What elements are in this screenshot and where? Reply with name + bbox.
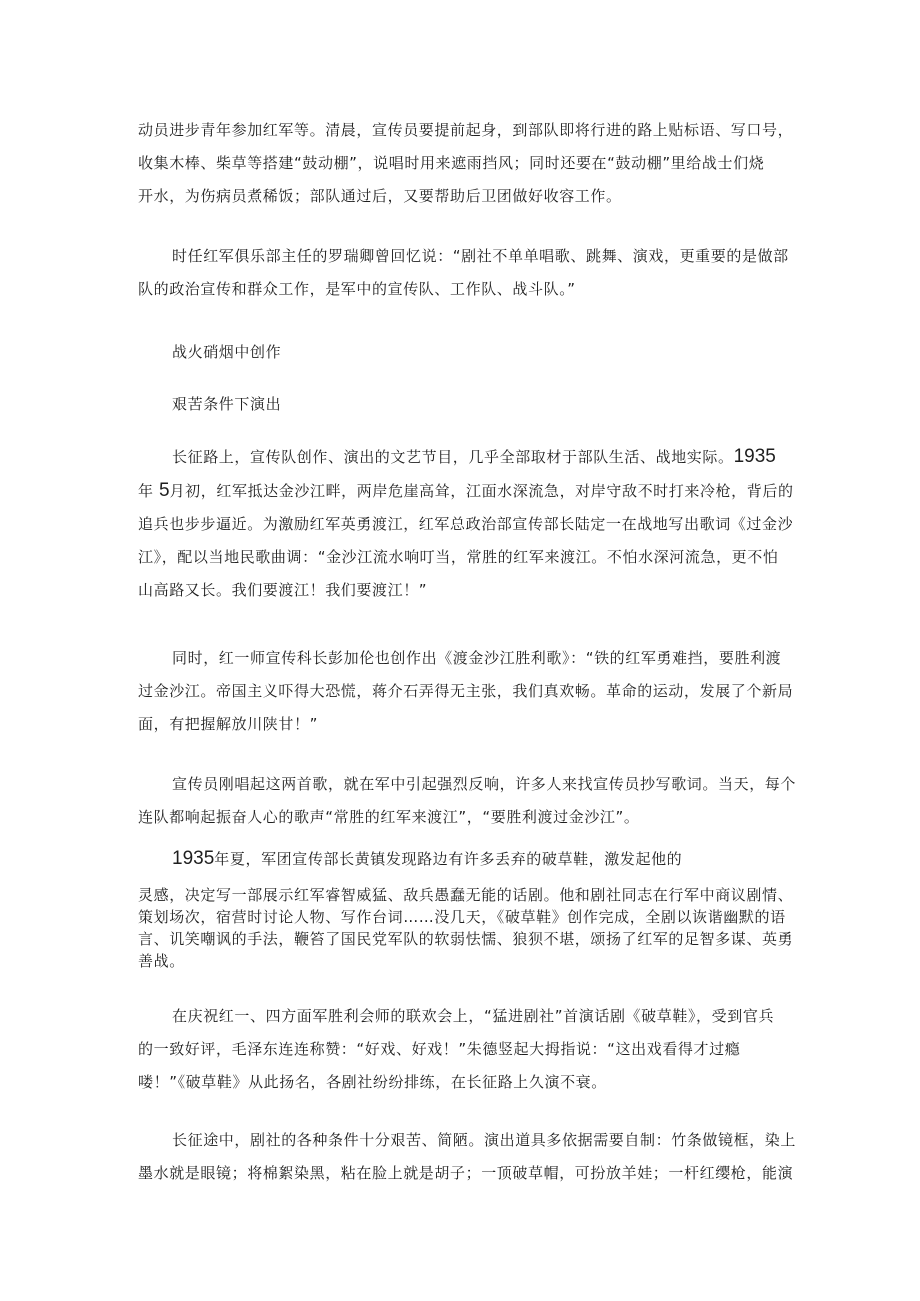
text-line: 追兵也步步逼近。为激励红军英勇渡江，红军总政治部宣传部长陆定一在战地写出歌词《过金沙 [138, 515, 794, 533]
text-line [138, 842, 798, 876]
text-line: 灵感，决定写一部展示红军睿智威猛、敌兵愚蠢无能的话剧。他和剧社同志在行军中商议剧情、 [138, 886, 794, 904]
month-number: 5 [158, 480, 170, 501]
text-line: 时任红军俱乐部主任的罗瑞卿曾回忆说：“剧社不单单唱歌、跳舞、演戏，更重要的是做部 [172, 247, 789, 265]
text-segment: 长征路上，宣传队创作、演出的文艺节目，几乎全部取材于部队生活、战地实际。 [172, 448, 734, 466]
text-line: 言、讥笑嘲讽的手法，鞭笞了国民党军队的软弱怯懦、狼狈不堪，颂扬了红军的足智多谋、英勇 [138, 930, 794, 948]
text-line: 江》，配以当地民歌曲调：“金沙江流水响叮当，常胜的红军来渡江。不怕水深河流急，更不怕 [138, 548, 779, 566]
paragraph-huang-zhen-intro [138, 842, 798, 876]
year-number: 1935 [733, 446, 776, 467]
text-line [138, 440, 798, 474]
text-line: 开水，为伤病员煮稀饭；部队通过后，又要帮助后卫团做好收容工作。 [138, 187, 622, 205]
paragraph-peng-jialun-song [138, 642, 798, 741]
heading-text: 艰苦条件下演出 [172, 395, 282, 413]
paragraph-celebration-premiere [138, 1000, 798, 1099]
text-line: 队的政治宣传和群众工作，是军中的宣传队、工作队、战斗队。” [138, 280, 576, 298]
text-line: 收集木棒、柴草等搭建“鼓动棚”，说唱时用来遮雨挡风；同时还要在“鼓动棚”里给战士们烧 [138, 154, 765, 172]
text-line: 长征途中，剧社的各种条件十分艰苦、简陋。演出道具多依据需要自制：竹条做镜框，染上 [172, 1131, 797, 1149]
text-line: 同时，红一师宣传科长彭加伦也创作出《渡金沙江胜利歌》：“铁的红军勇难挡，要胜利渡 [172, 649, 782, 667]
text-line: 在庆祝红一、四方面军胜利会师的联欢会上，“猛进剧社”首演话剧《破草鞋》，受到官兵 [172, 1007, 775, 1025]
text-line: 连队都响起振奋人心的歌声“常胜的红军来渡江”，“要胜利渡过金沙江”。 [138, 808, 640, 826]
paragraph-hardship-conditions [138, 1124, 798, 1190]
text-line: 山高路又长。我们要渡江！我们要渡江！” [138, 581, 428, 599]
paragraph-broken-shoes-play [138, 884, 798, 972]
text-line: 善战。 [138, 952, 185, 970]
paragraph-luo-ruiqing-quote [138, 240, 798, 306]
heading-text: 战火硝烟中创作 [172, 343, 282, 361]
text-segment: 月初，红军抵达金沙江畔，两岸危崖高耸，江面水深流急，对岸守敌不时打来冷枪，背后的 [169, 482, 794, 500]
text-line: 过金沙江。帝国主义吓得大恐慌，蒋介石弄得无主张，我们真欢畅。革命的运动，发展了个新局 [138, 682, 794, 700]
paragraph-propaganda-duties [138, 114, 798, 213]
text-line: 的一致好评，毛泽东连连称赞：“好戏、好戏！”朱德竖起大拇指说：“这出戏看得才过瘾 [138, 1040, 741, 1058]
text-line: 墨水就是眼镜；将棉絮染黑，粘在脸上就是胡子；一顶破草帽，可扮放羊娃；一杆红缨枪，能演 [138, 1164, 794, 1182]
paragraph-song-response [138, 768, 798, 834]
text-segment: 年夏，军团宣传部长黄镇发现路边有许多丢弃的破草鞋，激发起他的 [214, 850, 683, 868]
section-heading-performance [138, 388, 798, 421]
text-line: 动员进步青年参加红军等。清晨，宣传员要提前起身，到部队即将行进的路上贴标语、写口号， [138, 121, 794, 139]
text-line: 策划场次，宿营时讨论人物、写作台词……没几天，《破草鞋》创作完成，全剧以诙谐幽默的语 [138, 908, 786, 926]
text-line: 宣传员刚唱起这两首歌，就在军中引起强烈反响，许多人来找宣传员抄写歌词。当天，每个 [172, 775, 797, 793]
text-line [138, 474, 798, 508]
year-number: 1935 [172, 848, 215, 869]
text-line: 面，有把握解放川陕甘！” [138, 715, 318, 733]
text-line: 喽！”《破草鞋》从此扬名，各剧社纷纷排练，在长征路上久演不衰。 [138, 1073, 607, 1091]
text-segment: 年 [138, 482, 154, 500]
paragraph-jinsha-river [138, 440, 798, 607]
section-heading-creation [138, 336, 798, 369]
